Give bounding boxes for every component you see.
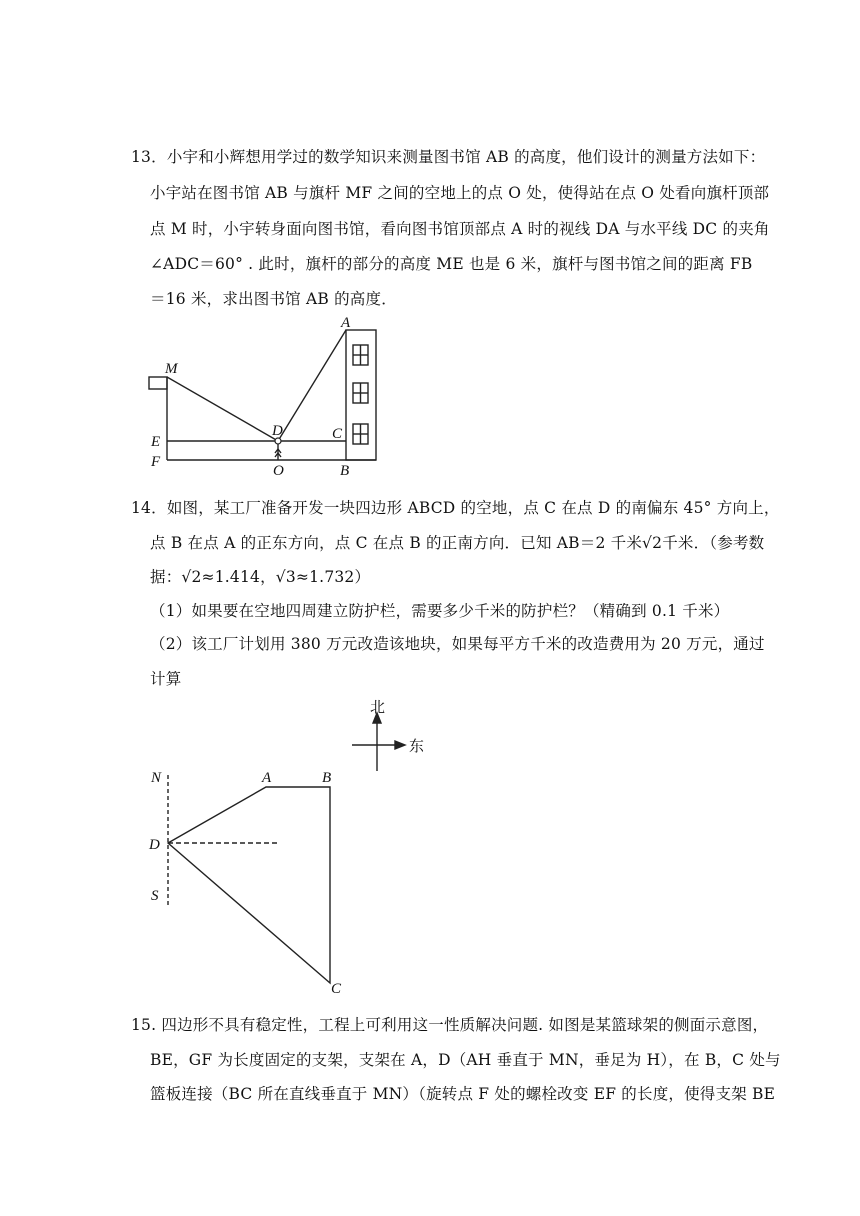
q14-line-1: 14．如图，某工厂准备开发一块四边形 ABCD 的空地，点 C 在点 D 的南偏东 45° 方向上， — [131, 499, 780, 517]
label-c2: C — [331, 981, 342, 997]
q13-line-4: ∠ADC＝60° . 此时，旗杆的部分的高度 ME 也是 6 米，旗杆与图书馆之间的距离 FB — [150, 255, 753, 273]
compass-east-label: 东 — [409, 737, 425, 755]
q14-line-2: 点 B 在点 A 的正东方向，点 C 在点 B 的正南方向．已知 AB＝2 千米√2千米．（参考数 — [150, 534, 765, 552]
label-m: M — [165, 361, 178, 377]
quadrilateral-abcd — [168, 787, 330, 983]
q14-line-3: 据：√2≈1.414，√3≈1.732） — [150, 568, 371, 586]
label-b: B — [340, 463, 350, 479]
compass-north-label: 北 — [370, 698, 386, 716]
label-a: A — [341, 315, 351, 331]
label-d: D — [272, 423, 283, 439]
label-o: O — [273, 463, 284, 479]
label-b2: B — [322, 770, 332, 786]
label-e: E — [151, 434, 161, 450]
q14-line-4: （1）如果要在空地四周建立防护栏，需要多少千米的防护栏？（精确到 0.1 千米） — [150, 602, 730, 620]
q15-line-1: 15. 四边形不具有稳定性，工程上可利用这一性质解决问题. 如图是某篮球架的侧面示意图， — [131, 1016, 769, 1034]
label-c: C — [332, 426, 343, 442]
q14-line-5: （2）该工厂计划用 380 万元改造该地块，如果每平方千米的改造费用为 20 万元，通过 — [150, 635, 765, 653]
label-a2: A — [262, 770, 272, 786]
label-n: N — [151, 770, 162, 786]
label-s: S — [151, 888, 159, 904]
label-d2: D — [149, 837, 160, 853]
q13-line-1: 13．小宇和小辉想用学过的数学知识来测量图书馆 AB 的高度，他们设计的测量方法如下： — [131, 148, 766, 166]
q14-line-6: 计算 — [150, 670, 182, 688]
q13-line-2: 小宇站在图书馆 AB 与旗杆 MF 之间的空地上的点 O 处，使得站在点 O 处看向旗杆顶部 — [150, 184, 770, 202]
q13-line-5: ＝16 米，求出图书馆 AB 的高度． — [150, 290, 397, 308]
compass-east-arrow — [395, 741, 405, 749]
label-f: F — [151, 454, 161, 470]
q13-line-3: 点 M 时，小宇转身面向图书馆，看向图书馆顶部点 A 时的视线 DA 与水平线 DC 的夹角 — [150, 220, 770, 238]
q15-line-3: 篮板连接（BC 所在直线垂直于 MN）（旋转点 F 处的螺栓改变 EF 的长度，使得支架 BE — [150, 1085, 776, 1103]
q15-line-2: BE，GF 为长度固定的支架，支架在 A，D（AH 垂直于 MN，垂足为 H），在 B，C 处与 — [150, 1051, 781, 1069]
